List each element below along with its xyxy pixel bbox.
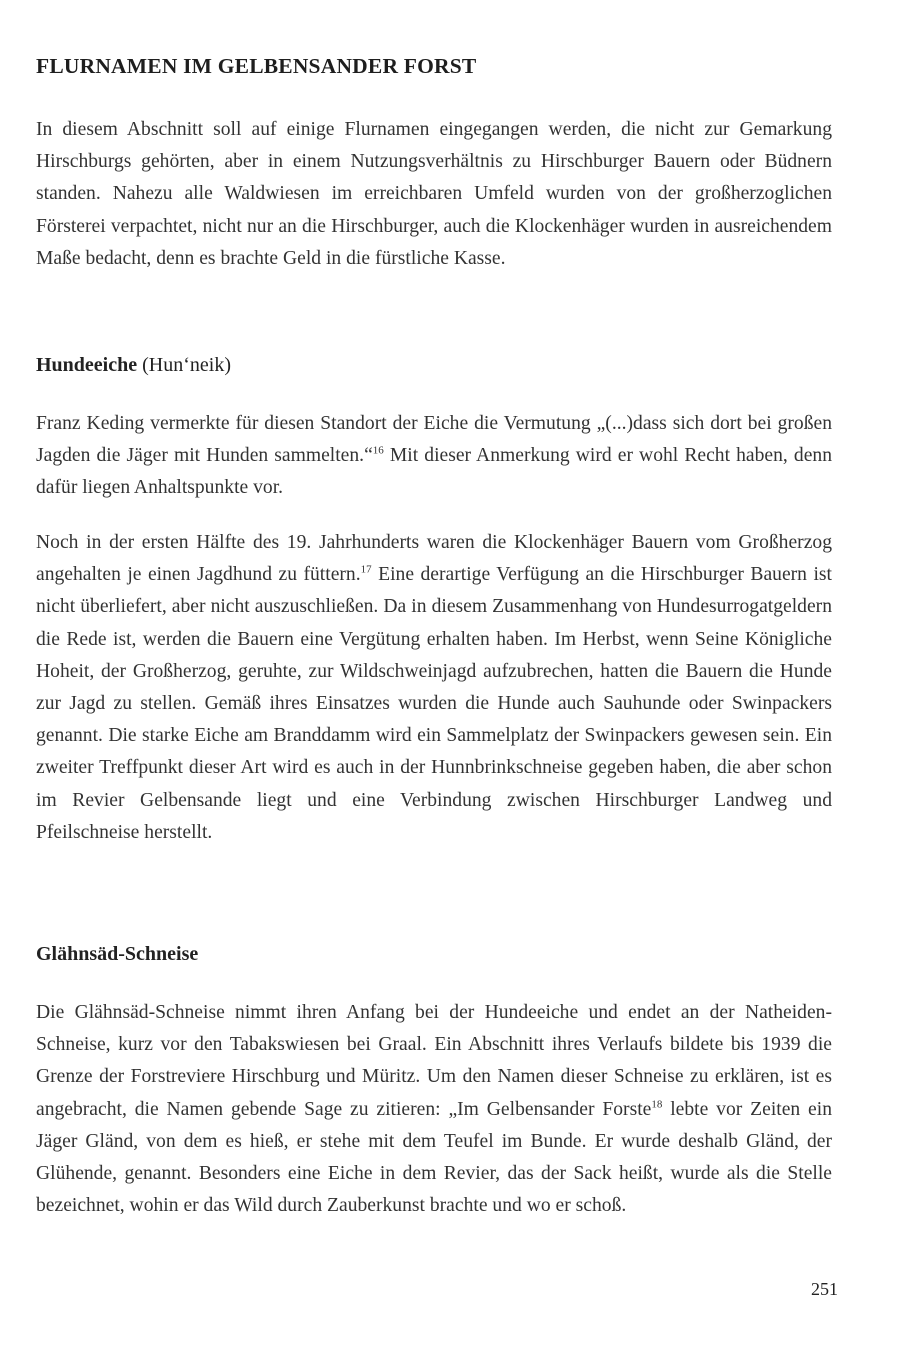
document-page xyxy=(36,0,832,1356)
footnote-ref-18: 18 xyxy=(651,1098,663,1111)
page-number: 251 xyxy=(811,1279,838,1299)
hundeeiche-paragraph-1 xyxy=(36,408,832,505)
page-title: FLURNAMEN IM GELBENSANDER FORST xyxy=(36,54,477,78)
text-span: Eine derartige Verfügung an die Hirschburger Bauern ist nicht überliefert, aber nicht auszuschließen. Da in diesem Zusammenhang von Hundesurrogatgeldern die Rede ist, werden die Bauern eine Vergütung erhalten haben. Im Herbst, wenn Seine Königliche Hoheit, der Großherzog, geruhte, zur Wildschweinjagd aufzubrechen, hatten die Bauern die Hunde zur Jagd zu stellen. Gemäß ihres Einsatzes wurden die Hunde auch Sauhunde oder Swinpackers genannt. Die starke Eiche am Branddamm wird ein Sammelplatz der Swinpackers gewesen sein. Ein zweiter Treffpunkt dieser Art wird es auch in der Hunnbrinkschneise gegeben haben, die aber schon im Revier Gelbensande liegt und eine Verbindung zwischen Hirschburger Landweg und Pfeilschneise herstellt. xyxy=(36,564,832,843)
intro-paragraph: In diesem Abschnitt soll auf einige Flurnamen eingegangen werden, die nicht zur Gemarkung Hirschburgs gehörten, aber in einem Nutzungsverhältnis zu Hirschburger Bauern oder Büdnern standen. Nahezu alle Waldwiesen im erreichbaren Umfeld wurden von der großherzoglichen Försterei verpachtet, nicht nur an die Hirschburger, auch die Klockenhäger wurden in ausreichendem Maße bedacht, denn es brachte Geld in die fürstliche Kasse. xyxy=(36,119,832,269)
footnote-ref-16: 16 xyxy=(372,444,384,457)
text-span: Franz Keding vermerkte für diesen Standort der Eiche die Vermutung „(...)dass sich dort bei großen Jagden die Jäger mit Hunden sammelten.“ xyxy=(36,413,832,467)
section-heading-glaehnsaed xyxy=(36,943,198,966)
hundeeiche-paragraph-2 xyxy=(36,527,832,849)
text-span: Mit dieser Anmerkung wird er wohl Recht haben, denn dafür liegen Anhaltspunkte vor. xyxy=(36,445,832,499)
glaehnsaed-paragraph-1 xyxy=(36,997,832,1222)
section-heading-hundeeiche xyxy=(36,354,231,377)
text-span: lebte vor Zeiten ein Jäger Gländ, von dem es hieß, er stehe mit dem Teufel im Bunde. Er wurde deshalb Gländ, der Glühende, genannt. Besonders eine Eiche in dem Revier, das der Sack heißt, wurde als die Stelle bezeichnet, wohin er das Wild durch Zauberkunst brachte und wo er schoß. xyxy=(36,1098,832,1217)
text-span: Noch in der ersten Hälfte des 19. Jahrhunderts waren die Klockenhäger Bauern vom Großherzog angehalten je einen Jagdhund zu füttern. xyxy=(36,532,832,586)
footnote-ref-17: 17 xyxy=(360,563,372,576)
section-heading-text: Glähnsäd-Schneise xyxy=(36,943,199,965)
section-heading-dialect: (Hun‘neik) xyxy=(142,354,231,376)
section-heading-text: Hundeeiche xyxy=(36,354,138,376)
text-span: Die Glähnsäd-Schneise nimmt ihren Anfang bei der Hundeeiche und endet an der Natheiden-Schneise, kurz vor den Tabakswiesen bei Graal. Ein Abschnitt ihres Verlaufs bildete bis 1939 die Grenze der Forstreviere Hirschburg und Müritz. Um den Namen dieser Schneise zu erklären, ist es angebracht, die Namen gebende Sage zu zitieren: „Im Gelbensander Forste xyxy=(36,1002,832,1120)
